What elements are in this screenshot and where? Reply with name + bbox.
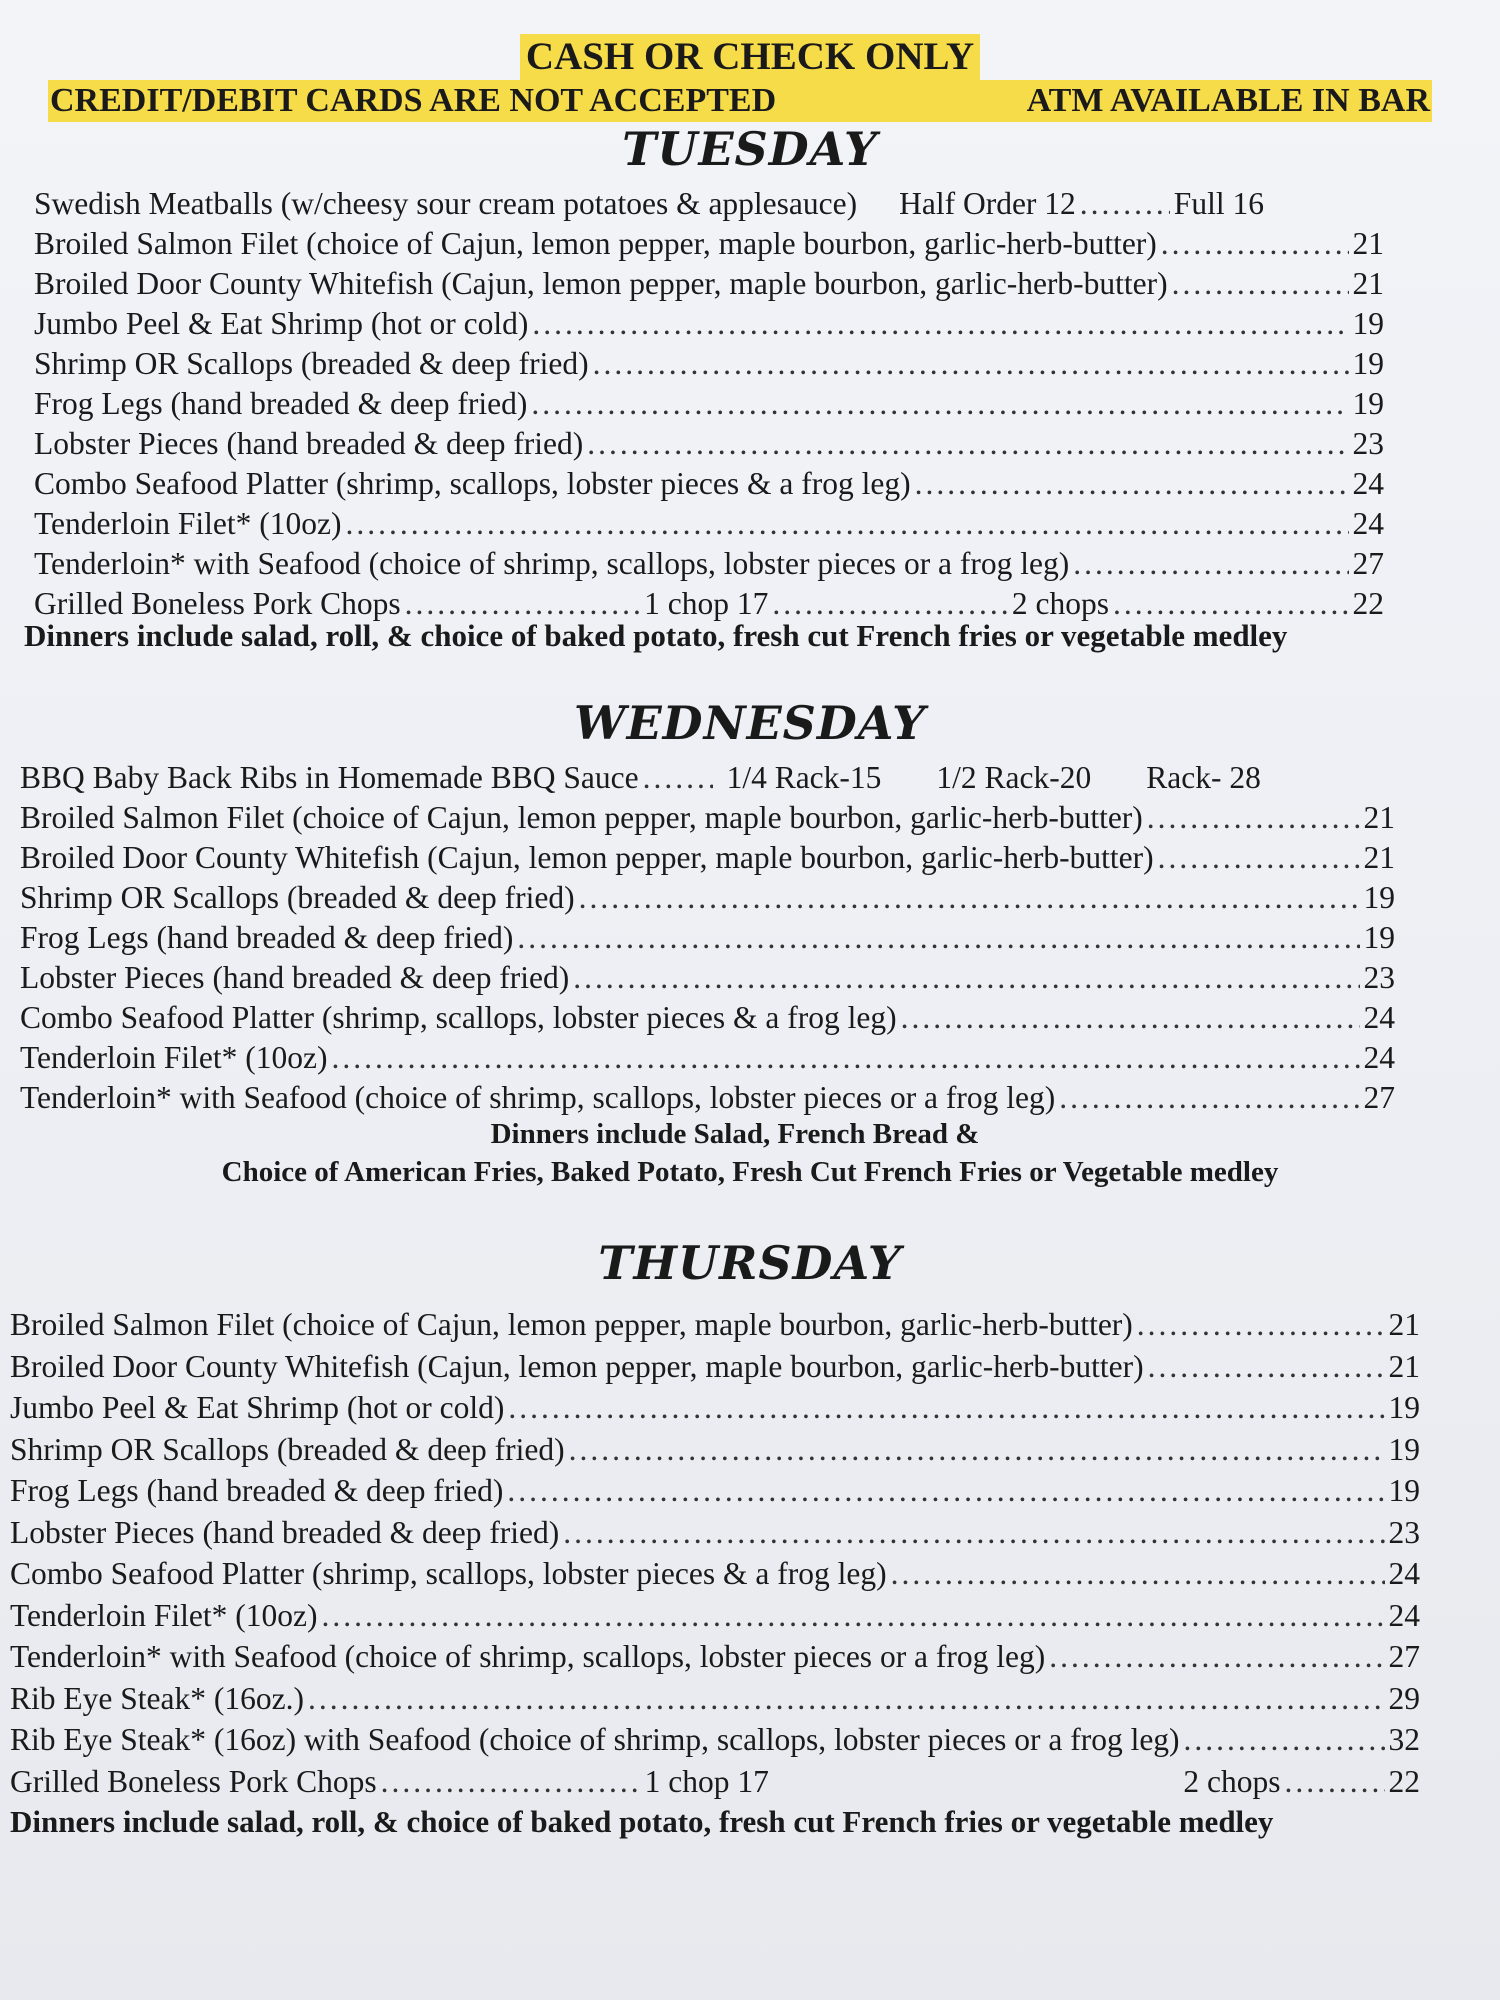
one-chop-price: 1 chop 17 xyxy=(644,1763,769,1799)
item-price: 24 xyxy=(1363,1000,1395,1035)
item-name: Grilled Boneless Pork Chops xyxy=(34,586,401,621)
item-price: 19 xyxy=(1388,1390,1420,1425)
two-chops-label: 2 chops xyxy=(1011,586,1109,621)
item-price: 32 xyxy=(1388,1722,1420,1757)
leader-dots xyxy=(1158,838,1360,878)
menu-item xyxy=(34,184,1384,224)
menu-item xyxy=(20,838,1395,878)
leader-dots xyxy=(507,1470,1384,1512)
leader-dots xyxy=(587,424,1348,464)
item-price: 24 xyxy=(1388,1556,1420,1591)
leader-dots xyxy=(531,384,1348,424)
atm-text: ATM AVAILABLE IN BAR xyxy=(1026,82,1430,119)
item-name: Combo Seafood Platter (shrimp, scallops, lobster pieces & a frog leg) xyxy=(34,466,911,501)
item-name: Lobster Pieces (hand breaded & deep fried) xyxy=(20,960,570,995)
item-name: Grilled Boneless Pork Chops xyxy=(10,1763,377,1799)
item-name: Tenderloin Filet* (10oz) xyxy=(34,506,342,541)
item-name: Frog Legs (hand breaded & deep fried) xyxy=(34,386,528,421)
no-cards-text: CREDIT/DEBIT CARDS ARE NOT ACCEPTED xyxy=(50,82,777,119)
menu-item xyxy=(34,464,1384,504)
menu-item xyxy=(20,758,1395,798)
item-name: Broiled Door County Whitefish (Cajun, lemon pepper, maple bourbon, garlic-herb-butter) xyxy=(34,266,1168,301)
half-rack-price: 1/2 Rack-20 xyxy=(936,760,1092,795)
one-chop-price: 1 chop 17 xyxy=(644,586,769,621)
menu-item xyxy=(10,1512,1420,1554)
wednesday-dinner-note-1: Dinners include Salad, French Bread & xyxy=(490,1118,980,1150)
tuesday-list xyxy=(34,184,1384,624)
menu-item xyxy=(10,1636,1420,1678)
leader-dots xyxy=(643,758,713,798)
item-price: 19 xyxy=(1352,346,1384,381)
menu-item xyxy=(10,1595,1420,1637)
payment-banner xyxy=(48,80,1432,122)
menu-item xyxy=(10,1429,1420,1471)
item-price: 24 xyxy=(1352,506,1384,541)
menu-item xyxy=(34,304,1384,344)
item-price: 24 xyxy=(1388,1597,1420,1633)
item-price: 21 xyxy=(1363,800,1395,835)
menu-item xyxy=(20,958,1395,998)
leader-dots xyxy=(308,1678,1385,1720)
item-name: Broiled Salmon Filet (choice of Cajun, lemon pepper, maple bourbon, garlic-herb-butter) xyxy=(34,226,1157,261)
menu-item xyxy=(20,1038,1395,1078)
menu-item xyxy=(10,1470,1420,1512)
item-name: Tenderloin* with Seafood (choice of shrimp, scallops, lobster pieces or a frog leg) xyxy=(10,1639,1046,1674)
half-order-price: Half Order 12 xyxy=(899,186,1076,221)
thursday-heading: THURSDAY xyxy=(598,1236,902,1290)
item-price: 19 xyxy=(1352,386,1384,421)
wednesday-heading: WEDNESDAY xyxy=(573,696,927,750)
item-price: 21 xyxy=(1352,266,1384,301)
leader-dots xyxy=(579,878,1360,918)
item-price: 23 xyxy=(1352,426,1384,461)
item-name: Broiled Door County Whitefish (Cajun, lemon pepper, maple bourbon, garlic-herb-butter) xyxy=(10,1348,1144,1384)
leader-dots xyxy=(1080,184,1170,224)
item-price: 21 xyxy=(1388,1307,1420,1342)
leader-dots xyxy=(1184,1719,1385,1761)
menu-item xyxy=(20,878,1395,918)
item-price: 29 xyxy=(1388,1680,1420,1716)
leader-dots xyxy=(915,464,1349,504)
leader-dots xyxy=(508,1387,1384,1429)
leader-dots xyxy=(1172,264,1349,304)
menu-item xyxy=(10,1387,1420,1429)
item-name: Tenderloin Filet* (10oz) xyxy=(10,1597,318,1633)
leader-dots xyxy=(1161,224,1349,264)
item-price: 19 xyxy=(1352,306,1384,341)
item-name: Jumbo Peel & Eat Shrimp (hot or cold) xyxy=(34,306,529,341)
leader-dots xyxy=(1285,1761,1385,1803)
item-name: BBQ Baby Back Ribs in Homemade BBQ Sauce xyxy=(20,760,639,795)
tuesday-heading: TUESDAY xyxy=(622,122,878,176)
item-price: 19 xyxy=(1363,880,1395,915)
menu-item xyxy=(20,918,1395,958)
item-price: 22 xyxy=(1352,586,1384,621)
item-price: 21 xyxy=(1352,226,1384,261)
leader-dots xyxy=(381,1761,641,1803)
item-price: 22 xyxy=(1388,1763,1420,1799)
menu-item xyxy=(34,344,1384,384)
menu-item xyxy=(34,504,1384,544)
leader-dots xyxy=(1137,1304,1385,1346)
menu-item xyxy=(10,1304,1420,1346)
leader-dots xyxy=(573,958,1359,998)
item-price: 27 xyxy=(1352,546,1384,581)
item-name: Broiled Door County Whitefish (Cajun, lemon pepper, maple bourbon, garlic-herb-butter) xyxy=(20,840,1154,875)
leader-dots xyxy=(532,304,1348,344)
item-name: Rib Eye Steak* (16oz.) xyxy=(10,1680,304,1716)
item-name: Tenderloin Filet* (10oz) xyxy=(20,1040,328,1075)
leader-dots xyxy=(1147,798,1360,838)
menu-item xyxy=(20,1078,1395,1118)
item-name: Combo Seafood Platter (shrimp, scallops, lobster pieces & a frog leg) xyxy=(10,1556,887,1591)
item-price: 19 xyxy=(1388,1473,1420,1508)
item-name: Shrimp OR Scallops (breaded & deep fried) xyxy=(34,346,589,381)
leader-dots xyxy=(345,504,1348,544)
item-price: 23 xyxy=(1363,960,1395,995)
item-name: Rib Eye Steak* (16oz) with Seafood (choice of shrimp, scallops, lobster pieces or a frog leg) xyxy=(10,1722,1180,1757)
item-name: Lobster Pieces (hand breaded & deep fried) xyxy=(10,1514,560,1550)
menu-item xyxy=(34,384,1384,424)
quarter-rack-price: 1/4 Rack-15 xyxy=(726,760,882,795)
wednesday-dinner-note-2: Choice of American Fries, Baked Potato, Fresh Cut French Fries or Vegetable medley xyxy=(221,1156,1279,1188)
item-price: 24 xyxy=(1352,466,1384,501)
item-name: Swedish Meatballs (w/cheesy sour cream potatoes & applesauce) xyxy=(34,186,858,221)
item-name: Lobster Pieces (hand breaded & deep fried) xyxy=(34,426,584,461)
item-price: 21 xyxy=(1388,1348,1420,1384)
item-price: 21 xyxy=(1363,840,1395,875)
item-name: Combo Seafood Platter (shrimp, scallops, lobster pieces & a frog leg) xyxy=(20,1000,897,1035)
item-name: Tenderloin* with Seafood (choice of shrimp, scallops, lobster pieces or a frog leg) xyxy=(34,546,1070,581)
menu-item xyxy=(34,264,1384,304)
item-name: Broiled Salmon Filet (choice of Cajun, lemon pepper, maple bourbon, garlic-herb-butter) xyxy=(10,1307,1133,1342)
item-price: 27 xyxy=(1388,1639,1420,1674)
menu-item xyxy=(10,1678,1420,1720)
item-name: Broiled Salmon Filet (choice of Cajun, lemon pepper, maple bourbon, garlic-herb-butter) xyxy=(20,800,1143,835)
item-name: Jumbo Peel & Eat Shrimp (hot or cold) xyxy=(10,1390,505,1425)
full-rack-price: Rack- 28 xyxy=(1146,760,1261,795)
thursday-dinner-note: Dinners include salad, roll, & choice of baked potato, fresh cut French fries or vegetable medley xyxy=(10,1804,1274,1839)
menu-item xyxy=(34,424,1384,464)
cash-only-text: CASH OR CHECK ONLY xyxy=(520,34,980,80)
menu-item xyxy=(20,998,1395,1038)
cash-only-banner xyxy=(0,34,1500,80)
menu-item xyxy=(10,1553,1420,1595)
leader-dots xyxy=(901,998,1360,1038)
leader-dots xyxy=(1049,1636,1384,1678)
item-price: 19 xyxy=(1388,1431,1420,1467)
tuesday-dinner-note: Dinners include salad, roll, & choice of baked potato, fresh cut French fries or vegetable medley xyxy=(24,618,1288,653)
leader-dots xyxy=(569,1429,1385,1471)
item-name: Frog Legs (hand breaded & deep fried) xyxy=(10,1473,504,1508)
leader-dots xyxy=(1059,1078,1359,1118)
item-name: Shrimp OR Scallops (breaded & deep fried) xyxy=(20,880,575,915)
menu-item xyxy=(10,1719,1420,1761)
leader-dots xyxy=(891,1553,1385,1595)
menu-item xyxy=(34,544,1384,584)
menu-item xyxy=(10,1346,1420,1388)
leader-dots xyxy=(517,918,1359,958)
full-order-price: Full 16 xyxy=(1173,186,1264,221)
two-chops-label: 2 chops xyxy=(1183,1763,1281,1799)
item-price: 24 xyxy=(1363,1040,1395,1075)
leader-dots xyxy=(1148,1346,1385,1388)
item-name: Frog Legs (hand breaded & deep fried) xyxy=(20,920,514,955)
leader-dots xyxy=(563,1512,1384,1554)
leader-dots xyxy=(593,344,1349,384)
leader-dots xyxy=(1073,544,1348,584)
item-price: 19 xyxy=(1363,920,1395,955)
menu-item xyxy=(20,798,1395,838)
menu-item xyxy=(10,1761,1420,1803)
item-name: Tenderloin* with Seafood (choice of shrimp, scallops, lobster pieces or a frog leg) xyxy=(20,1080,1056,1115)
leader-dots xyxy=(321,1595,1384,1637)
menu-item xyxy=(34,224,1384,264)
item-price: 23 xyxy=(1388,1514,1420,1550)
thursday-list xyxy=(10,1304,1420,1803)
item-name: Shrimp OR Scallops (breaded & deep fried) xyxy=(10,1431,565,1467)
leader-dots xyxy=(331,1038,1359,1078)
wednesday-list xyxy=(20,758,1395,1118)
item-price: 27 xyxy=(1363,1080,1395,1115)
